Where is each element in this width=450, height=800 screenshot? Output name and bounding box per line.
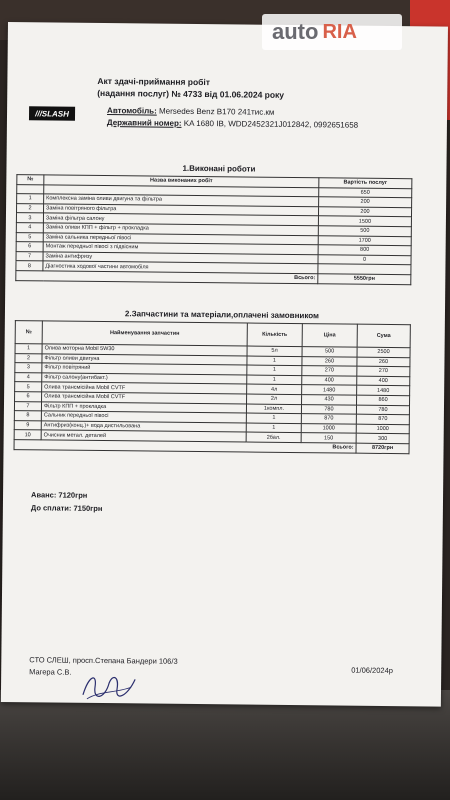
parts-cell-no: 2: [15, 353, 42, 363]
manager-name: Магера С.В.: [29, 667, 72, 677]
works-cell-no: 4: [16, 223, 43, 233]
slash-logo: ///SLASH: [29, 106, 75, 120]
vehicle-label: Автомобіль:: [107, 106, 157, 116]
watermark-brand: auto: [272, 19, 319, 44]
parts-cell-sum: 780: [356, 405, 409, 415]
to-pay-text: До сплати: 7150грн: [30, 503, 103, 514]
parts-cell-sum: 260: [357, 357, 410, 367]
parts-cell-no: 8: [14, 411, 41, 421]
works-table: [15, 174, 412, 285]
parts-cell-name: Олива моторна Mobil 5W30: [42, 344, 247, 356]
works-cell-no: 1: [17, 194, 44, 204]
parts-cell-price: 500: [302, 347, 357, 357]
works-title: 1.Виконані роботи: [182, 163, 256, 174]
works-cell-price: 200: [318, 207, 411, 218]
parts-cell-qty: 1компл.: [246, 404, 301, 414]
act-title: Акт здачі-приймання робіт: [97, 75, 211, 88]
parts-table: [14, 320, 411, 454]
vehicle-value: Mersedes Benz B170 241тис.км: [158, 106, 275, 117]
works-cell-price: 650: [319, 187, 412, 198]
works-cell-no: 6: [16, 242, 43, 252]
parts-cell-qty: 2бал.: [246, 432, 301, 442]
works-col-no: №: [17, 175, 44, 185]
parts-cell-sum: 870: [356, 414, 409, 424]
parts-cell-qty: 4л: [247, 384, 302, 394]
parts-cell-price: 1000: [301, 423, 356, 433]
parts-cell-name: Олива трансмісійна Mobil CVTF: [42, 392, 247, 404]
parts-cell-sum: 270: [357, 366, 410, 376]
parts-cell-name: Очисник метал. деталей: [41, 430, 246, 442]
parts-cell-no: 7: [14, 401, 41, 411]
parts-cell-qty: 1: [246, 423, 301, 433]
parts-cell-no: 6: [15, 392, 42, 402]
works-cell-name: Заміна повітряного фільтра: [43, 204, 318, 216]
parts-cell-qty: 1: [246, 413, 301, 423]
works-cell-no: 2: [17, 203, 44, 213]
parts-cell-no: 3: [15, 363, 42, 373]
advance-text: Аванс: 7120грн: [31, 490, 88, 500]
works-cell-price: 500: [318, 226, 411, 237]
works-col-price: Вартість послуг: [319, 178, 412, 189]
autoria-watermark: [262, 14, 402, 50]
parts-total-label: Всього:: [14, 440, 356, 453]
works-total-label: Всього:: [16, 271, 318, 284]
service-address: СТО СЛЕШ, просп.Степана Бандери 106/3: [29, 655, 178, 666]
parts-cell-price: 870: [301, 414, 356, 424]
document-header: [97, 75, 284, 101]
works-cell-price: 1700: [318, 235, 411, 246]
parts-cell-name: Олива трансмісійна Mobil CVTF: [42, 382, 247, 394]
works-cell-name: Заміна антифризу: [43, 252, 318, 264]
parts-cell-sum: 1480: [357, 386, 410, 396]
works-cell-price: 800: [318, 245, 411, 256]
parts-cell-sum: 1000: [356, 424, 409, 434]
works-col-name: Назва виконаних робіт: [44, 175, 319, 187]
parts-col-price: Ціна: [302, 324, 357, 348]
works-cell-no: 7: [16, 251, 43, 261]
parts-col-sum: Сума: [357, 324, 410, 348]
works-cell-price: 200: [319, 197, 412, 208]
parts-cell-name: Сальник передньої півосі: [41, 411, 246, 423]
works-total-value: 5550грн: [318, 274, 411, 285]
parts-cell-no: 5: [15, 382, 42, 392]
parts-cell-price: 430: [302, 395, 357, 405]
parts-cell-price: 260: [302, 356, 357, 366]
works-cell-name: Заміна оливи КПП + фільтр + прокладка: [43, 223, 318, 235]
parts-cell-no: 4: [15, 372, 42, 382]
parts-cell-sum: 2500: [357, 347, 410, 357]
works-cell-name: Монтаж передньої півосі з підвісним: [43, 242, 318, 254]
parts-col-name: Найменування запчастин: [42, 321, 247, 346]
parts-cell-qty: 1: [247, 375, 302, 385]
parts-cell-name: Фільтр повітряний: [42, 363, 247, 375]
signature: [79, 669, 139, 704]
plate-value: KA 1680 IB, WDD2452321J012842, 0992651658: [183, 118, 359, 130]
parts-col-qty: Кількість: [247, 323, 302, 347]
document-date: 01/06/2024р: [351, 665, 393, 676]
works-cell-price: 0: [318, 255, 411, 266]
works-cell-name: Заміна сальника передньої півосі: [43, 232, 318, 244]
parts-cell-price: 780: [301, 404, 356, 414]
act-number: (надання послуг) № 4733 від 01.06.2024 року: [97, 87, 285, 100]
works-cell-no: 3: [16, 213, 43, 223]
parts-col-no: №: [15, 321, 42, 344]
parts-cell-qty: 2л: [247, 394, 302, 404]
works-cell-name: Заміна фільтра салону: [43, 213, 318, 225]
parts-cell-no: 1: [15, 344, 42, 354]
works-cell-name: Діагностика ходової частини автомобіля: [43, 261, 318, 273]
parts-cell-sum: 860: [357, 395, 410, 405]
works-cell-no: 5: [16, 232, 43, 242]
works-cell-price: 1500: [318, 216, 411, 227]
document-sheet: [1, 22, 448, 707]
parts-cell-no: 10: [14, 430, 41, 440]
parts-cell-name: Антифриз(конц.)+ вода дистильована: [41, 421, 246, 433]
parts-cell-qty: 1: [247, 365, 302, 375]
parts-cell-name: Фільтр салону(антибакт.): [42, 373, 247, 385]
parts-total-value: 8720грн: [356, 443, 409, 453]
parts-cell-price: 1480: [302, 385, 357, 395]
works-cell-name: Комплексна заміна оливи двигуна та фільтра: [44, 194, 319, 206]
plate-label: Державний номер:: [106, 118, 182, 128]
parts-cell-price: 400: [302, 375, 357, 385]
watermark-suffix: RIA: [322, 20, 357, 43]
parts-cell-qty: 5л: [247, 346, 302, 356]
parts-cell-name: Фільтр оливи двигуна: [42, 353, 247, 365]
background-surface: [0, 690, 450, 800]
works-cell-no: 8: [16, 261, 43, 271]
parts-cell-sum: 400: [357, 376, 410, 386]
parts-cell-price: 150: [301, 433, 356, 443]
parts-cell-sum: 300: [356, 434, 409, 444]
parts-cell-price: 270: [302, 366, 357, 376]
parts-cell-name: Фільтр КПП + прокладка: [41, 401, 246, 413]
works-cell-no: [17, 184, 44, 194]
parts-cell-qty: 1: [247, 356, 302, 366]
parts-title: 2.Запчастини та матеріали,оплачені замовником: [124, 309, 320, 321]
vehicle-info: [107, 105, 358, 132]
parts-cell-no: 9: [14, 420, 41, 430]
